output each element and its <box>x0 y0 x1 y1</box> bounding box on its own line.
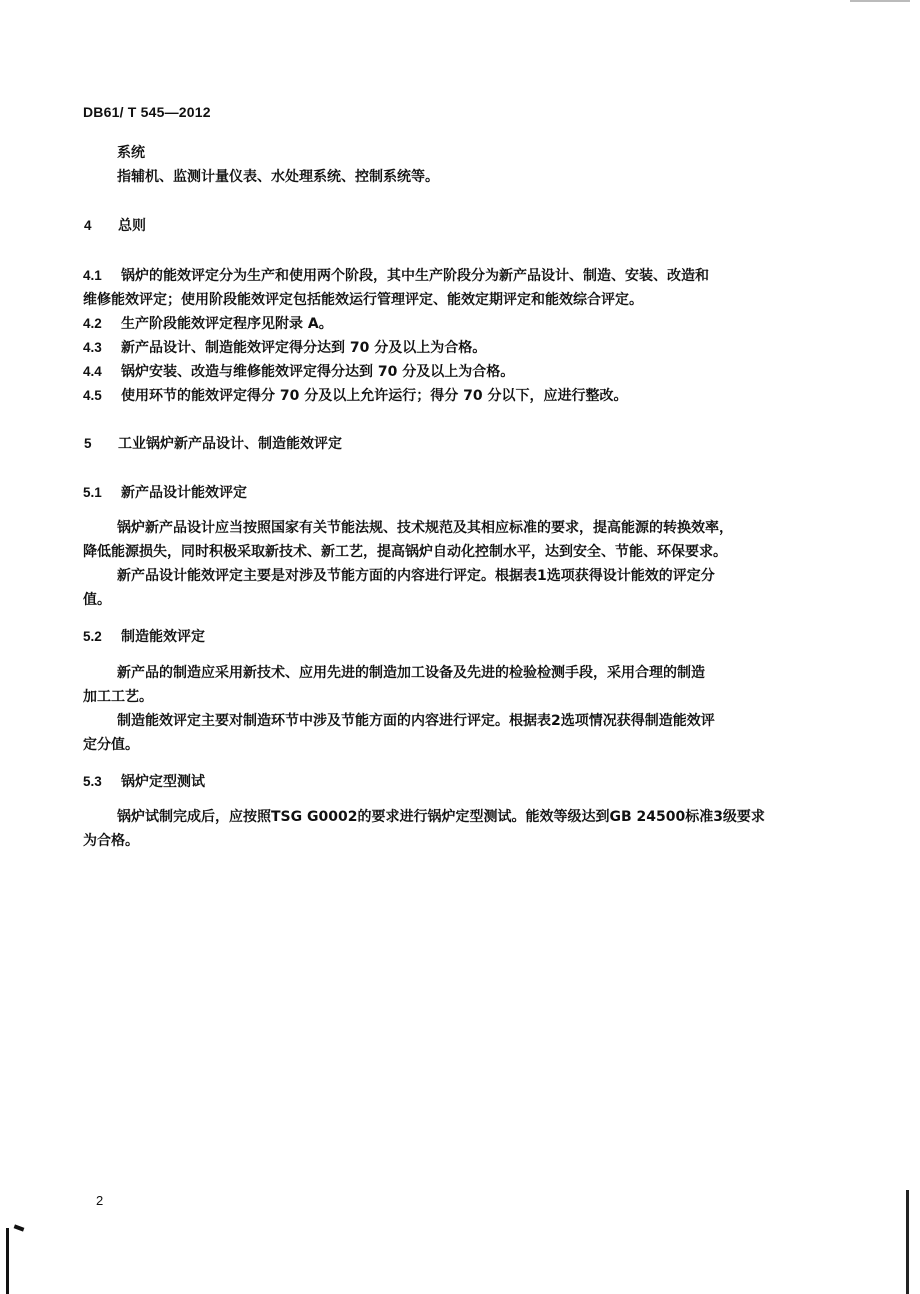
clause-text: 维修能效评定；使用阶段能效评定包括能效运行管理评定、能效定期评定和能效综合评定。 <box>83 292 643 308</box>
clause-text: 新产品设计、制造能效评定得分达到 70 分及以上为合格。 <box>121 340 487 356</box>
clause-text: 生产阶段能效评定程序见附录 A。 <box>121 316 333 332</box>
paragraph-line: 新产品的制造应采用新技术、应用先进的制造加工设备及先进的检验检测手段，采用合理的制造 <box>117 665 705 681</box>
section-title: 工业锅炉新产品设计、制造能效评定 <box>118 436 342 452</box>
paragraph-line: 为合格。 <box>83 833 139 849</box>
paragraph-line: 定分值。 <box>83 737 139 753</box>
subsection-title: 锅炉定型测试 <box>121 774 205 790</box>
scan-artifact <box>906 1190 909 1294</box>
subsection-number: 5.3 <box>83 774 102 789</box>
clause-text: 锅炉安装、改造与维修能效评定得分达到 70 分及以上为合格。 <box>121 364 515 380</box>
section-number: 4 <box>84 218 92 233</box>
paragraph-line: 锅炉新产品设计应当按照国家有关节能法规、技术规范及其相应标准的要求，提高能源的转换效率， <box>117 520 733 536</box>
scan-artifact <box>14 1224 25 1231</box>
document-code: DB61/ T 545—2012 <box>83 104 211 120</box>
section-title: 总则 <box>118 218 146 234</box>
clause-text: 锅炉的能效评定分为生产和使用两个阶段，其中生产阶段分为新产品设计、制造、安装、改造和 <box>121 268 709 284</box>
paragraph-line: 降低能源损失，同时积极采取新技术、新工艺，提高锅炉自动化控制水平，达到安全、节能、环保要求。 <box>83 544 727 560</box>
paragraph-line: 锅炉试制完成后，应按照TSG G0002的要求进行锅炉定型测试。能效等级达到GB 24500标准3级要求 <box>117 809 765 825</box>
subsection-title: 制造能效评定 <box>121 629 205 645</box>
scan-artifact <box>850 0 910 2</box>
clause-number: 4.2 <box>83 316 102 331</box>
subsection-title: 新产品设计能效评定 <box>121 485 247 501</box>
paragraph-line: 新产品设计能效评定主要是对涉及节能方面的内容进行评定。根据表1选项获得设计能效的评定分 <box>117 568 715 584</box>
scan-artifact <box>6 1228 9 1294</box>
paragraph-line: 值。 <box>83 592 111 608</box>
subsection-number: 5.2 <box>83 629 102 644</box>
page-number: 2 <box>96 1193 104 1208</box>
clause-number: 4.5 <box>83 388 102 403</box>
continuation-line: 系统 <box>117 145 145 161</box>
clause-number: 4.4 <box>83 364 102 379</box>
clause-text: 使用环节的能效评定得分 70 分及以上允许运行；得分 70 分以下，应进行整改。 <box>121 388 628 404</box>
subsection-number: 5.1 <box>83 485 102 500</box>
paragraph-line: 制造能效评定主要对制造环节中涉及节能方面的内容进行评定。根据表2选项情况获得制造能效评 <box>117 713 715 729</box>
clause-number: 4.1 <box>83 268 102 283</box>
section-number: 5 <box>84 436 92 451</box>
paragraph-line: 加工工艺。 <box>83 689 153 705</box>
clause-number: 4.3 <box>83 340 102 355</box>
continuation-line: 指辅机、监测计量仪表、水处理系统、控制系统等。 <box>117 169 439 185</box>
